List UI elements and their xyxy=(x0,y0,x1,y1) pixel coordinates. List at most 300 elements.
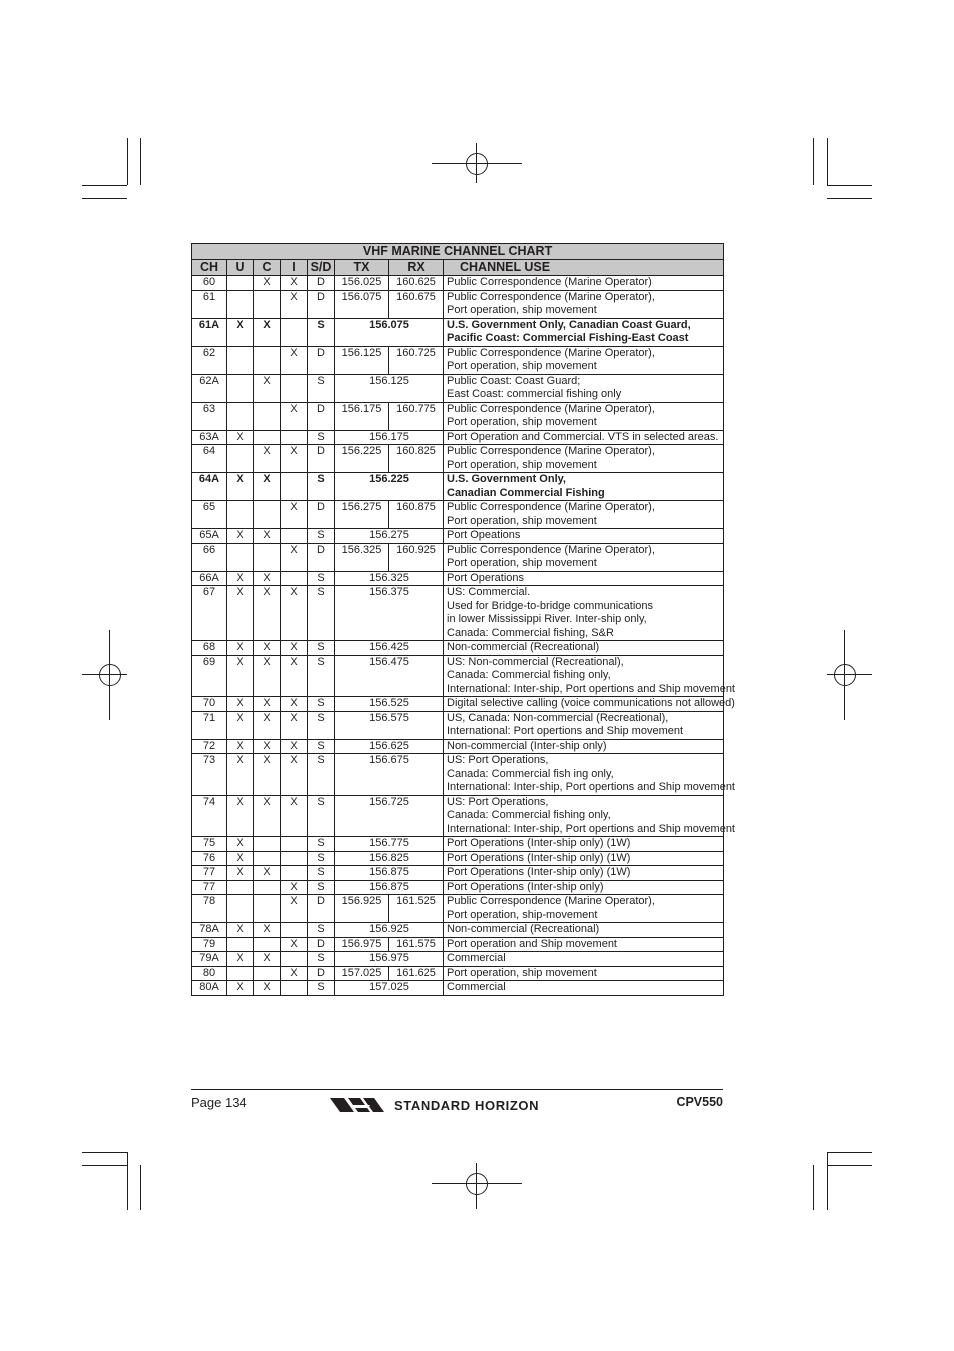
channel-use-line: Used for Bridge-to-bridge communications xyxy=(447,599,654,612)
registration-mark xyxy=(432,1183,522,1184)
column-header-sd: S/D xyxy=(308,260,335,276)
table-title: VHF MARINE CHANNEL CHART xyxy=(192,244,724,260)
channel-use-line: International: Inter-ship, Port opertions and Ship movement xyxy=(447,682,735,695)
channel-use-line: Public Correspondence (Marine Operator), xyxy=(447,501,655,513)
column-header-tx: TX xyxy=(335,260,389,276)
cell-international: X xyxy=(281,795,308,837)
cell-simplex-duplex: S xyxy=(308,851,335,866)
table-row xyxy=(192,739,724,754)
table-row xyxy=(192,276,724,291)
cell-channel-use xyxy=(444,697,735,712)
cell-channel-use xyxy=(444,529,724,544)
cell-us: X xyxy=(227,697,254,712)
cell-international: X xyxy=(281,711,308,739)
cell-frequency: 156.325 xyxy=(335,571,444,586)
cell-channel-use xyxy=(444,837,724,852)
crop-mark xyxy=(813,138,814,185)
cell-channel-use xyxy=(444,641,724,656)
channel-use-line: Port Operations (Inter-ship only) (1W) xyxy=(447,866,631,878)
cell-simplex-duplex: S xyxy=(308,473,335,501)
table-row xyxy=(192,641,724,656)
channel-use-line: US, Canada: Non-commercial (Recreational), xyxy=(447,711,669,724)
cell-us: X xyxy=(227,473,254,501)
channel-use-line: Port operation, ship movement xyxy=(447,458,597,471)
cell-international xyxy=(281,866,308,881)
cell-rx: 160.625 xyxy=(389,276,444,291)
channel-use-line: US: Port Operations, xyxy=(447,754,549,766)
cell-channel-use xyxy=(444,981,724,996)
cell-international: X xyxy=(281,895,308,923)
cell-international: X xyxy=(281,754,308,796)
cell-us xyxy=(227,374,254,402)
cell-us: X xyxy=(227,529,254,544)
channel-use-line: Port Operations xyxy=(447,571,525,584)
cell-us: X xyxy=(227,754,254,796)
cell-channel-use xyxy=(444,966,724,981)
cell-canada xyxy=(254,402,281,430)
cell-channel-use xyxy=(444,937,724,952)
cell-us xyxy=(227,880,254,895)
cell-channel: 66 xyxy=(192,543,227,571)
cell-channel: 80 xyxy=(192,966,227,981)
cell-us xyxy=(227,543,254,571)
cell-simplex-duplex: D xyxy=(308,346,335,374)
channel-use-line: Port operation, ship-movement xyxy=(447,908,598,921)
channel-use-line: Non-commercial (Recreational) xyxy=(447,923,600,935)
cell-channel-use xyxy=(444,923,724,938)
cell-channel: 63A xyxy=(192,430,227,445)
channel-use-line: Non-commercial (Recreational) xyxy=(447,641,600,653)
crop-mark xyxy=(827,1165,872,1166)
cell-international xyxy=(281,851,308,866)
cell-international: X xyxy=(281,501,308,529)
channel-use-line: US: Non-commercial (Recreational), xyxy=(447,655,624,668)
cell-channel: 68 xyxy=(192,641,227,656)
cell-frequency: 156.575 xyxy=(335,711,444,739)
table-row xyxy=(192,543,724,571)
cell-channel-use xyxy=(444,318,724,346)
channel-use-line: Port operation, ship movement xyxy=(447,966,597,979)
cell-international: X xyxy=(281,641,308,656)
table-row xyxy=(192,290,724,318)
table-row xyxy=(192,880,724,895)
cell-simplex-duplex: S xyxy=(308,866,335,881)
cell-canada: X xyxy=(254,866,281,881)
channel-use-line: Port operation, ship movement xyxy=(447,557,597,569)
cell-channel-use xyxy=(444,543,724,571)
cell-us xyxy=(227,501,254,529)
table-row xyxy=(192,866,724,881)
cell-international xyxy=(281,837,308,852)
cell-canada: X xyxy=(254,739,281,754)
table-row xyxy=(192,851,724,866)
cell-us: X xyxy=(227,586,254,641)
cell-canada xyxy=(254,966,281,981)
cell-canada xyxy=(254,543,281,571)
table-row xyxy=(192,711,724,739)
cell-rx: 160.725 xyxy=(389,346,444,374)
channel-use-line: U.S. Government Only, xyxy=(447,473,566,485)
cell-us xyxy=(227,445,254,473)
cell-simplex-duplex: S xyxy=(308,374,335,402)
cell-canada: X xyxy=(254,655,281,697)
cell-canada: X xyxy=(254,981,281,996)
cell-channel: 74 xyxy=(192,795,227,837)
table-row xyxy=(192,952,724,967)
cell-us: X xyxy=(227,981,254,996)
registration-mark xyxy=(82,674,127,675)
cell-channel: 77 xyxy=(192,866,227,881)
cell-frequency: 156.775 xyxy=(335,837,444,852)
channel-use-line: Port operation, ship movement xyxy=(447,416,597,428)
cell-simplex-duplex: D xyxy=(308,276,335,291)
cell-tx: 156.125 xyxy=(335,346,389,374)
cell-simplex-duplex: S xyxy=(308,837,335,852)
channel-use-line: Canada: Commercial fish ing only, xyxy=(447,767,614,780)
crop-mark xyxy=(140,1165,141,1210)
cell-international: X xyxy=(281,346,308,374)
table-row xyxy=(192,430,724,445)
cell-simplex-duplex: D xyxy=(308,966,335,981)
registration-mark xyxy=(432,163,522,164)
channel-use-line: Port Opeations xyxy=(447,529,521,541)
cell-frequency: 156.425 xyxy=(335,641,444,656)
cell-us xyxy=(227,895,254,923)
cell-simplex-duplex: D xyxy=(308,445,335,473)
registration-mark xyxy=(109,630,110,720)
cell-simplex-duplex: S xyxy=(308,952,335,967)
cell-frequency: 156.975 xyxy=(335,952,444,967)
cell-channel: 79A xyxy=(192,952,227,967)
table-row xyxy=(192,655,724,697)
vhf-channel-table xyxy=(191,243,735,996)
cell-international xyxy=(281,981,308,996)
channel-use-line: Canada: Commercial fishing, S&R xyxy=(447,626,614,639)
cell-international xyxy=(281,430,308,445)
registration-mark xyxy=(466,1173,488,1195)
cell-channel: 73 xyxy=(192,754,227,796)
table-row xyxy=(192,346,724,374)
channel-use-line: International: Inter-ship, Port opertions and Ship movement xyxy=(447,822,735,835)
cell-channel: 62A xyxy=(192,374,227,402)
cell-simplex-duplex: S xyxy=(308,880,335,895)
cell-canada: X xyxy=(254,276,281,291)
table-row xyxy=(192,529,724,544)
cell-tx: 156.025 xyxy=(335,276,389,291)
table-row xyxy=(192,754,724,796)
channel-use-line: Port operation, ship movement xyxy=(447,514,597,527)
model-number: CPV550 xyxy=(676,1095,723,1109)
cell-simplex-duplex: S xyxy=(308,655,335,697)
cell-canada xyxy=(254,851,281,866)
cell-international xyxy=(281,318,308,346)
table-row xyxy=(192,586,724,641)
channel-use-line: Pacific Coast: Commercial Fishing-East Coast xyxy=(447,332,689,344)
table-row xyxy=(192,697,724,712)
channel-use-line: Public Correspondence (Marine Operator), xyxy=(447,402,655,415)
cell-simplex-duplex: S xyxy=(308,586,335,641)
registration-mark xyxy=(476,143,477,183)
cell-us xyxy=(227,276,254,291)
cell-international: X xyxy=(281,966,308,981)
crop-mark xyxy=(813,1165,814,1210)
crop-mark xyxy=(140,138,141,185)
cell-channel: 70 xyxy=(192,697,227,712)
channel-use-line: Canada: Commercial fishing only, xyxy=(447,809,611,821)
channel-use-line: in lower Mississippi River. Inter-ship only, xyxy=(447,613,647,625)
channel-use-line: Port Operations (Inter-ship only) xyxy=(447,880,604,893)
cell-us xyxy=(227,346,254,374)
cell-us: X xyxy=(227,851,254,866)
channel-use-line: Public Coast: Coast Guard; xyxy=(447,374,581,387)
table-row xyxy=(192,374,724,402)
registration-mark xyxy=(834,664,856,686)
cell-international xyxy=(281,923,308,938)
table-row xyxy=(192,571,724,586)
cell-frequency: 156.375 xyxy=(335,586,444,641)
crop-mark xyxy=(127,1152,128,1210)
cell-canada: X xyxy=(254,586,281,641)
cell-canada xyxy=(254,346,281,374)
channel-use-line: Port operation, ship movement xyxy=(447,304,597,316)
cell-channel: 75 xyxy=(192,837,227,852)
cell-tx: 156.975 xyxy=(335,937,389,952)
cell-canada: X xyxy=(254,571,281,586)
cell-canada: X xyxy=(254,711,281,739)
cell-channel-use xyxy=(444,501,724,529)
crop-mark xyxy=(827,185,872,186)
cell-channel-use xyxy=(444,571,724,586)
crop-mark xyxy=(827,1152,872,1153)
cell-channel: 78 xyxy=(192,895,227,923)
cell-canada xyxy=(254,290,281,318)
channel-use-line: Public Correspondence (Marine Operator), xyxy=(447,290,655,303)
cell-simplex-duplex: D xyxy=(308,937,335,952)
cell-frequency: 156.675 xyxy=(335,754,444,796)
table-row xyxy=(192,966,724,981)
cell-channel: 61A xyxy=(192,318,227,346)
cell-canada: X xyxy=(254,952,281,967)
cell-rx: 160.875 xyxy=(389,501,444,529)
cell-channel: 79 xyxy=(192,937,227,952)
cell-channel: 67 xyxy=(192,586,227,641)
cell-channel: 65 xyxy=(192,501,227,529)
cell-us: X xyxy=(227,923,254,938)
cell-us: X xyxy=(227,837,254,852)
cell-channel: 77 xyxy=(192,880,227,895)
cell-us xyxy=(227,966,254,981)
channel-use-line: Public Correspondence (Marine Operator), xyxy=(447,895,655,907)
cell-us: X xyxy=(227,952,254,967)
cell-international: X xyxy=(281,290,308,318)
cell-channel: 65A xyxy=(192,529,227,544)
cell-international: X xyxy=(281,739,308,754)
cell-rx: 161.625 xyxy=(389,966,444,981)
column-header-c: C xyxy=(254,260,281,276)
cell-channel-use xyxy=(444,402,724,430)
cell-international xyxy=(281,374,308,402)
page-number: Page 134 xyxy=(191,1095,247,1110)
cell-international: X xyxy=(281,655,308,697)
crop-mark xyxy=(827,1152,828,1210)
channel-use-line: Port operation and Ship movement xyxy=(447,937,617,950)
table-row xyxy=(192,473,724,501)
cell-channel: 63 xyxy=(192,402,227,430)
cell-channel-use xyxy=(444,795,735,837)
channel-use-line: Digital selective calling (voice communications not allowed) xyxy=(447,697,735,709)
cell-channel-use xyxy=(444,851,724,866)
channel-use-line: US: Commercial. xyxy=(447,586,531,598)
channel-use-line: Commercial xyxy=(447,981,506,993)
cell-canada: X xyxy=(254,445,281,473)
cell-channel: 69 xyxy=(192,655,227,697)
cell-channel: 64A xyxy=(192,473,227,501)
table-row xyxy=(192,981,724,996)
cell-channel: 76 xyxy=(192,851,227,866)
cell-canada: X xyxy=(254,529,281,544)
channel-use-line: Canada: Commercial fishing only, xyxy=(447,669,611,681)
cell-canada xyxy=(254,895,281,923)
channel-use-line: Port operation, ship movement xyxy=(447,360,597,372)
crop-mark xyxy=(82,1152,127,1153)
cell-international: X xyxy=(281,276,308,291)
cell-us: X xyxy=(227,641,254,656)
cell-simplex-duplex: S xyxy=(308,754,335,796)
registration-mark xyxy=(476,1163,477,1209)
cell-simplex-duplex: D xyxy=(308,290,335,318)
table-row xyxy=(192,402,724,430)
table-row xyxy=(192,837,724,852)
cell-international xyxy=(281,952,308,967)
channel-use-line: Port Operations (Inter-ship only) (1W) xyxy=(447,851,631,864)
cell-simplex-duplex: S xyxy=(308,697,335,712)
cell-simplex-duplex: S xyxy=(308,981,335,996)
cell-tx: 156.175 xyxy=(335,402,389,430)
column-header-i: I xyxy=(281,260,308,276)
table-row xyxy=(192,937,724,952)
crop-mark xyxy=(82,1165,127,1166)
cell-channel-use xyxy=(444,739,724,754)
column-header-rx: RX xyxy=(389,260,444,276)
cell-channel: 64 xyxy=(192,445,227,473)
cell-international: X xyxy=(281,697,308,712)
registration-mark xyxy=(466,153,488,175)
cell-frequency: 156.475 xyxy=(335,655,444,697)
channel-use-line: Public Correspondence (Marine Operator), xyxy=(447,346,655,359)
crop-mark xyxy=(82,185,127,186)
channel-use-line: East Coast: commercial fishing only xyxy=(447,388,622,400)
cell-us: X xyxy=(227,739,254,754)
column-header-u: U xyxy=(227,260,254,276)
cell-channel: 66A xyxy=(192,571,227,586)
cell-international xyxy=(281,529,308,544)
cell-us: X xyxy=(227,655,254,697)
cell-tx: 156.325 xyxy=(335,543,389,571)
cell-canada: X xyxy=(254,754,281,796)
brand-name: STANDARD HORIZON xyxy=(394,1097,540,1113)
cell-channel-use xyxy=(444,880,724,895)
cell-international: X xyxy=(281,586,308,641)
cell-us xyxy=(227,290,254,318)
cell-canada: X xyxy=(254,795,281,837)
cell-channel: 78A xyxy=(192,923,227,938)
cell-channel-use xyxy=(444,346,724,374)
cell-international: X xyxy=(281,402,308,430)
cell-simplex-duplex: D xyxy=(308,895,335,923)
cell-channel-use xyxy=(444,290,724,318)
cell-channel-use xyxy=(444,445,724,473)
cell-simplex-duplex: S xyxy=(308,923,335,938)
channel-use-line: Public Correspondence (Marine Operator), xyxy=(447,445,655,457)
cell-frequency: 156.225 xyxy=(335,473,444,501)
cell-canada xyxy=(254,880,281,895)
channel-use-line: Public Correspondence (Marine Operator) xyxy=(447,276,652,288)
cell-international xyxy=(281,473,308,501)
cell-frequency: 157.025 xyxy=(335,981,444,996)
cell-channel: 62 xyxy=(192,346,227,374)
cell-us: X xyxy=(227,318,254,346)
cell-canada xyxy=(254,501,281,529)
channel-use-line: Public Correspondence (Marine Operator), xyxy=(447,543,655,556)
cell-frequency: 156.725 xyxy=(335,795,444,837)
table-row xyxy=(192,501,724,529)
cell-us: X xyxy=(227,795,254,837)
cell-tx: 157.025 xyxy=(335,966,389,981)
channel-use-line: International: Port opertions and Ship movement xyxy=(447,725,684,737)
cell-rx: 161.575 xyxy=(389,937,444,952)
cell-international: X xyxy=(281,445,308,473)
cell-simplex-duplex: S xyxy=(308,795,335,837)
cell-simplex-duplex: S xyxy=(308,571,335,586)
cell-us xyxy=(227,402,254,430)
cell-frequency: 156.275 xyxy=(335,529,444,544)
channel-use-line: Commercial xyxy=(447,952,506,964)
table-row xyxy=(192,895,724,923)
cell-canada: X xyxy=(254,641,281,656)
cell-channel: 80A xyxy=(192,981,227,996)
channel-use-line: Port Operations (Inter-ship only) (1W) xyxy=(447,837,631,849)
cell-tx: 156.925 xyxy=(335,895,389,923)
cell-channel-use xyxy=(444,655,735,697)
table-row xyxy=(192,923,724,938)
cell-channel-use xyxy=(444,473,724,501)
cell-channel-use xyxy=(444,866,724,881)
cell-channel: 71 xyxy=(192,711,227,739)
table-row xyxy=(192,318,724,346)
cell-channel-use xyxy=(444,430,724,445)
channel-use-line: International: Inter-ship, Port opertions and Ship movement xyxy=(447,781,735,793)
cell-tx: 156.275 xyxy=(335,501,389,529)
cell-simplex-duplex: S xyxy=(308,711,335,739)
cell-simplex-duplex: S xyxy=(308,641,335,656)
cell-rx: 161.525 xyxy=(389,895,444,923)
column-header-channel-use: CHANNEL USE xyxy=(444,260,724,276)
brand-logo xyxy=(330,1097,539,1113)
cell-simplex-duplex: S xyxy=(308,318,335,346)
cell-frequency: 156.625 xyxy=(335,739,444,754)
registration-mark xyxy=(99,664,121,686)
cell-us: X xyxy=(227,430,254,445)
cell-channel: 61 xyxy=(192,290,227,318)
cell-simplex-duplex: S xyxy=(308,529,335,544)
cell-channel-use xyxy=(444,754,735,796)
cell-canada: X xyxy=(254,923,281,938)
cell-international: X xyxy=(281,880,308,895)
cell-canada xyxy=(254,430,281,445)
cell-frequency: 156.175 xyxy=(335,430,444,445)
cell-canada: X xyxy=(254,374,281,402)
cell-tx: 156.075 xyxy=(335,290,389,318)
